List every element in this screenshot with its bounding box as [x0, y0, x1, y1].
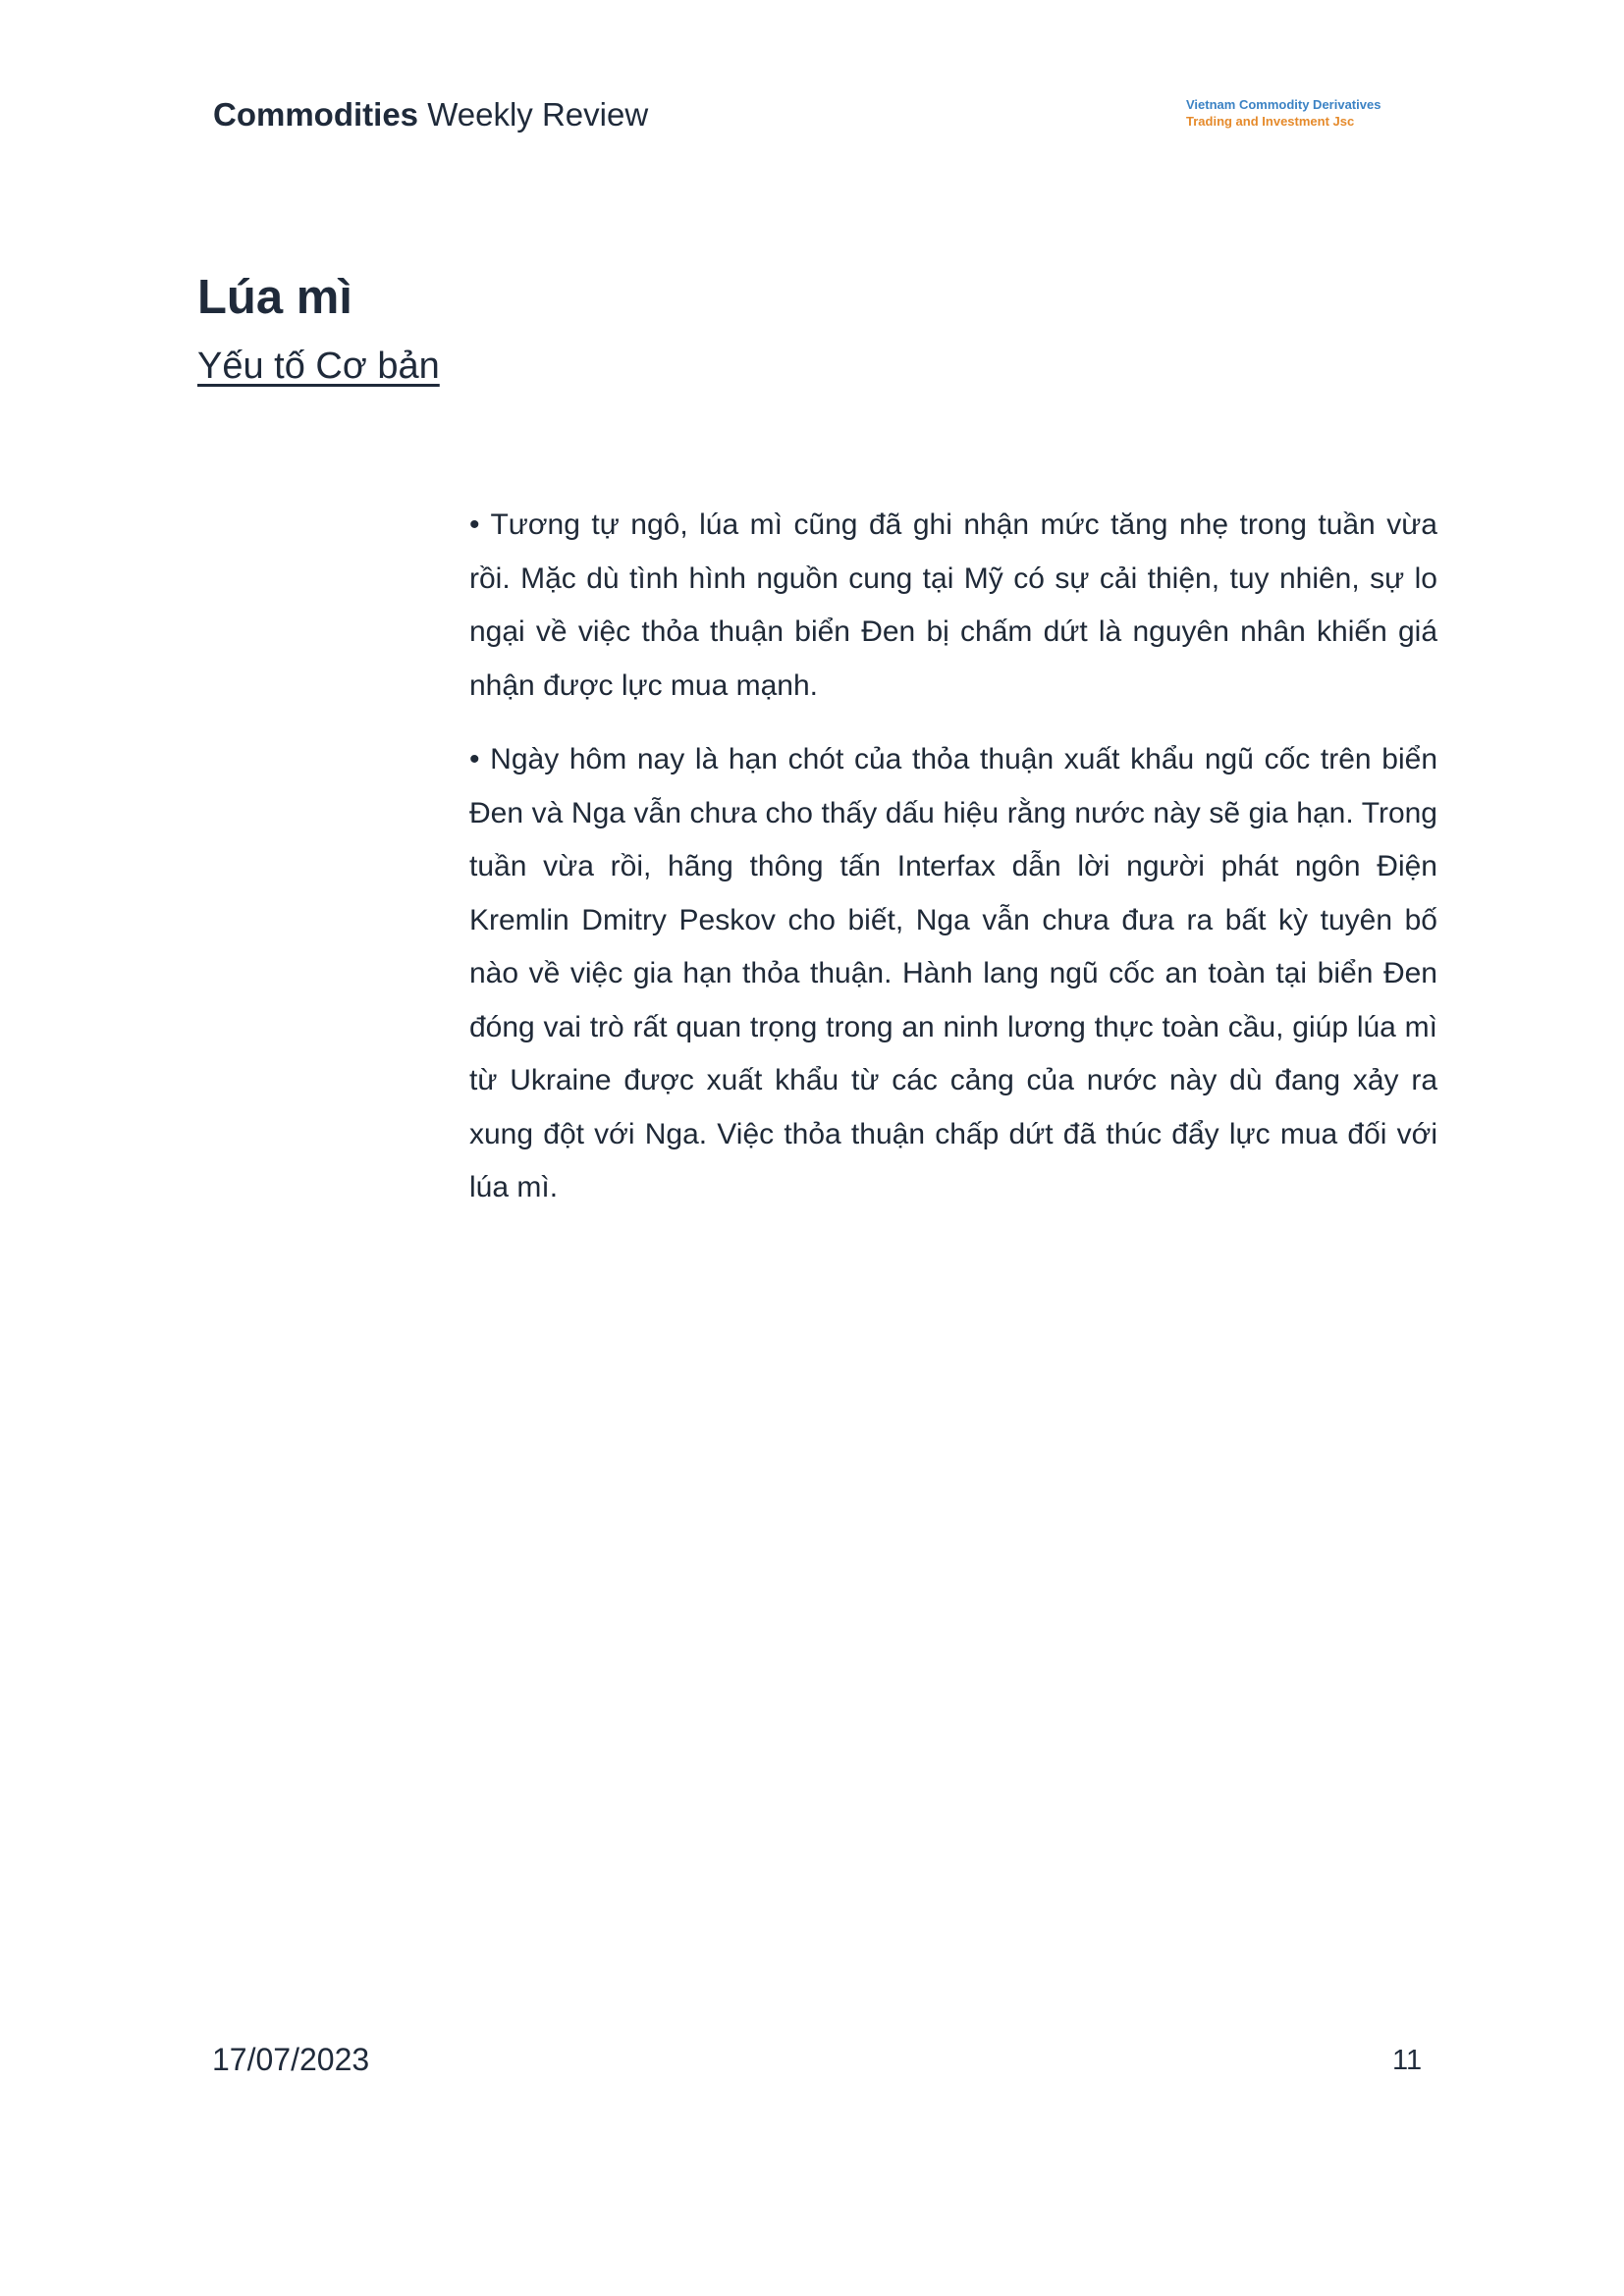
paragraph: • Tương tự ngô, lúa mì cũng đã ghi nhận mức tăng nhẹ trong tuần vừa rồi. Mặc dù tình hình nguồn cung tại Mỹ có sự cải thiện, tuy nhiên, sự lo ngại về việc thỏa thuận biển Đen bị chấm dứt là nguyên nhân khiến giá nhận được lực mua mạnh.: [469, 508, 1437, 702]
page-number: 11: [1392, 2045, 1423, 2076]
article-body: [469, 499, 1437, 1236]
logo-line-2: Trading and Investment Jsc: [1186, 114, 1355, 129]
company-logo: [1186, 96, 1422, 133]
logo-line-1: Vietnam Commodity Derivatives: [1186, 97, 1381, 112]
report-title-rest: Weekly Review: [427, 96, 649, 133]
report-title: [213, 96, 648, 133]
paragraph: • Ngày hôm nay là hạn chót của thỏa thuận xuất khẩu ngũ cốc trên biển Đen và Nga vẫn chưa cho thấy dấu hiệu rằng nước này sẽ gia hạn. Trong tuần vừa rồi, hãng thông tấn Interfax dẫn lời người phát ngôn Điện Kremlin Dmitry Peskov cho biết, Nga vẫn chưa đưa ra bất kỳ tuyên bố nào về việc gia hạn thỏa thuận. Hành lang ngũ cốc an toàn tại biển Đen đóng vai trò rất quan trọng trong an ninh lương thực toàn cầu, giúp lúa mì từ Ukraine được xuất khẩu từ các cảng của nước này dù đang xảy ra xung đột với Nga. Việc thỏa thuận chấp dứt đã thúc đẩy lực mua đối với lúa mì.: [469, 743, 1437, 1203]
section-subtitle: Yếu tố Cơ bản: [197, 346, 440, 387]
report-title-bold: Commodities: [213, 96, 419, 133]
report-date: 17/07/2023: [212, 2042, 370, 2077]
section-title: Lúa mì: [197, 271, 352, 324]
